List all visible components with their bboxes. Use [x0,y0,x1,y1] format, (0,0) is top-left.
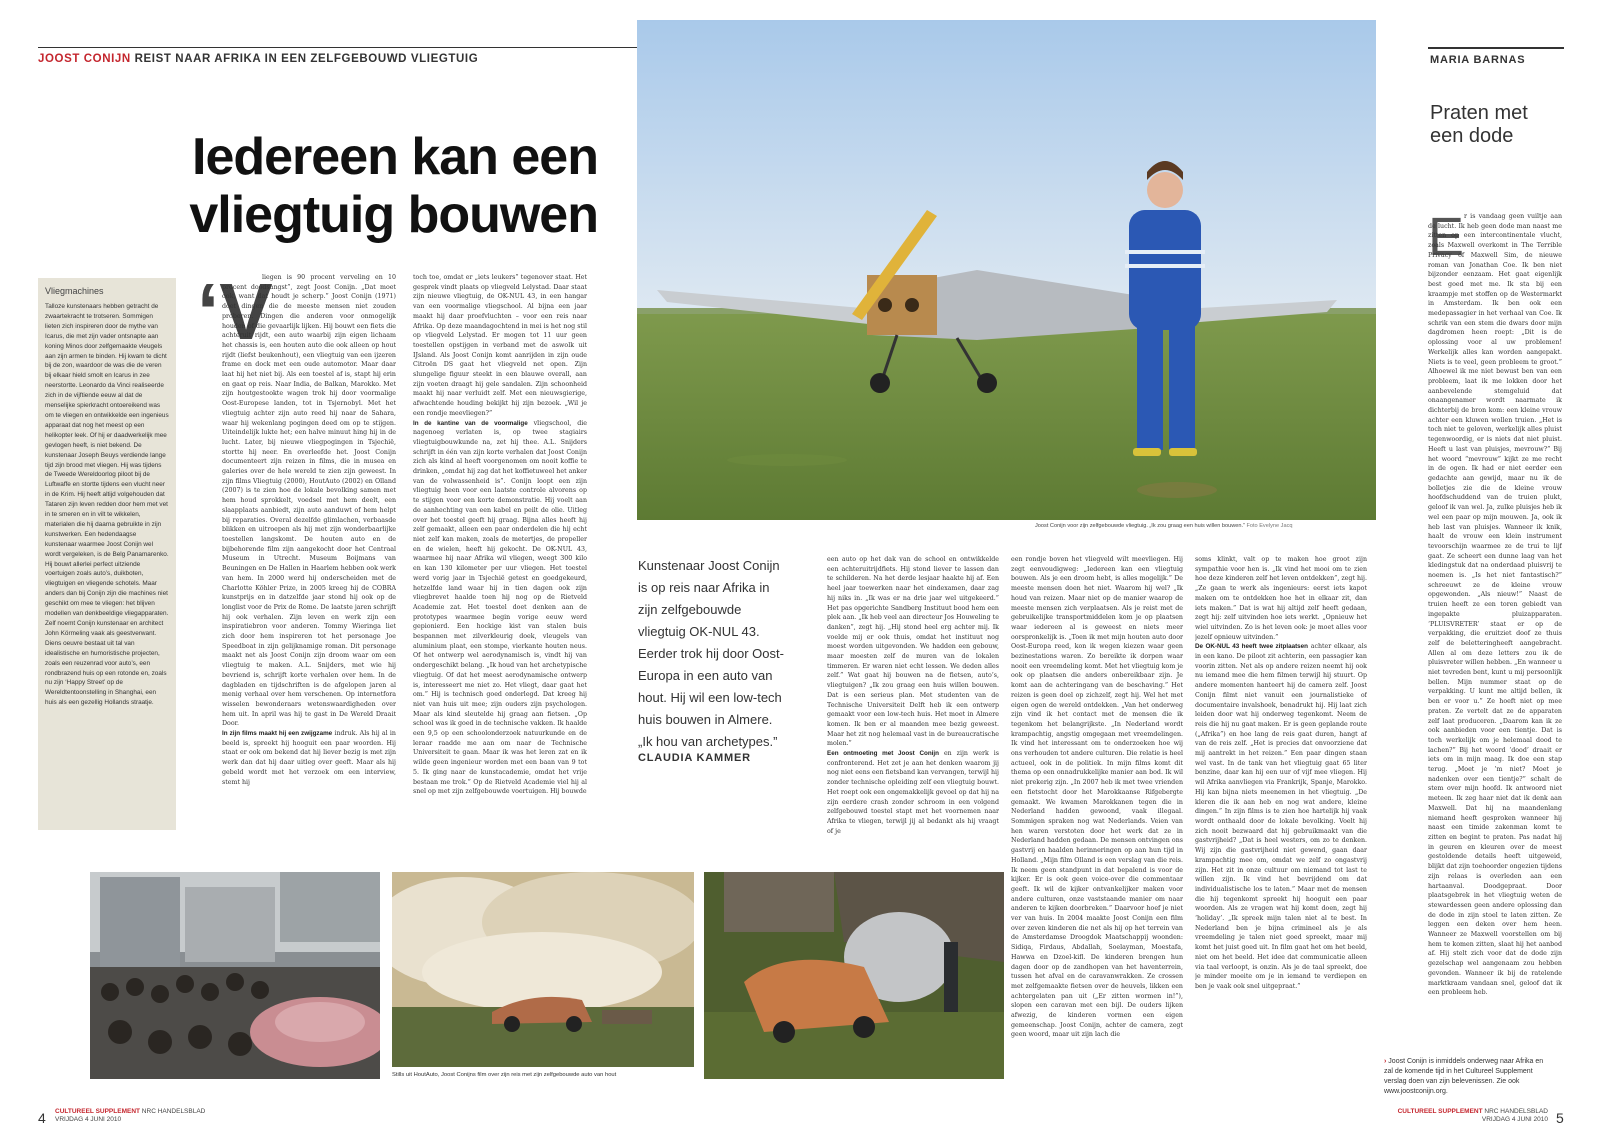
main-photo [637,20,1376,520]
page-number-left: 4 [38,1110,46,1126]
body-column-5-text: soms klinkt, valt op te maken hoe groot zijn sympathie voor hen is. „Ik vind het mooi om te zien hoe deze kinderen zelf het leven ontdekken”, zegt hij. „Ze gaan te werk als ingenieurs: eerst iets kapot maken om te ontdekken hoe het in elkaar zit, dan iets maken.” Dat is wat hij altijd zelf heeft gedaan, zegt hij: zelf uitvinden hoe iets werkt. „Opnieuw het wiel uitvinden. Zo is het leven ook: je moet alles voor jezelf opnieuw uitvinden.” [1195,556,1367,641]
still-photo-smoke [392,872,694,1067]
body-column-1-text: liegen is 90 procent verveling en 10 procent doodsangst”, zegt Joost Conijn. „Dat moet ook, want dat houdt je scherp.” Joost Conijn (1971) doet dingen die de meeste mensen niet zouden proberen. Dingen die anderen voor onmogelijk houden of die gevaarlijk lijken. Hij bouwt een fiets die achteruit rijdt, een auto waarbij zijn eigen lichaam het chassis is, een houten auto die ook alleen op hout rijdt (liefst beukenhout), een vliegtuig van een ijzeren frame en dock met een oude automotor. Maar daar laat hij het niet bij. Als een toestel af is, stapt hij erin en gaat op reis. Naar India, de Balkan, Marokko. Met zijn houtgestookte wagen trok hij door voormalige Oost-Europese landen, tot in Tsjernobyl. Met het vliegtuig achter zijn auto reed hij naar de Sahara, waar hij wekenlang pogingen deed om op te stijgen. Uiteindelijk lukte het; een halve minuut hing hij in de lucht. Later, bij nieuwe vliegpogingen in Tsjechië, stortte hij neer. En overleefde het. Joost Conijn documenteert zijn reizen in films, die in musea en galeries over de hele wereld te zien zijn geweest. In zijn films Vliegtuig (2000), HoutAuto (2002) en Olland (2007) is te zien hoe de lokale bevolking samen met hem houd sprokkelt, voedsel met hem deelt, een slaapplaats aanbiedt, zijn auto aanduwt of hem helpt bij reparaties. Overal dezelfde glimlachen, verbaasde blikken en uitroepen als hij met zijn wonderbaarlijke toestellen langskomt. De houten auto en de bijbehorende film zijn aangekocht door het Centraal Museum in Utrecht. Museum Boijmans van Beuningen en De Hallen in Haarlem hebben ook werk van hem. In 2000 werd hij onderscheiden met de Charlotte Köhler Prize, in 2005 kreeg hij de COBRA kunstprijs en in datzelfde jaar stond hij ook op de longlist voor de Prix de Rome. De laatste jaren schrijft hij ook verhalen. Zijn leven en werk zijn een inspiratiebron voor anderen. Tommy Wieringa liet zich door hem inspireren tot het personage Joe Speedboat in zijn gelijknamige roman. Dit personage maakt net als Joost Conijn zijn droom waar om een vliegtuig te maken. A.L. Snijders, met wie hij bevriend is, schrijft korte verhalen over hem. In de dagbladen en tijdschriften is de afgelopen jaren al menig verhaal over hem verschenen. Op internetfora wisselen bewonderaars wetenswaardigheden over hem uit. In april was hij te gast in De Wereld Draait Door. [222,274,396,728]
main-photo-caption [1035,523,1292,529]
footer-right-section: CULTUREEL SUPPLEMENT [1397,1108,1483,1115]
column-body: r is vandaag geen vuiltje aan de lucht. Ik heb geen dode man naast me zitten op een intercontinentale vlucht, zoals Maxwell overkomt in The Terrible Privacy of Maxwell Sim, de nieuwe roman van Jonathan Coe. Ik ben niet bijzonder eenzaam. Het gaat eigenlijk best goed met me. Ik sta bij een kraampje met stoffen op de Westermarkt in Amsterdam. Ik ben ook een medepassagier in het verhaal van Coe. Ik schrik van een stem die dwars door mijn dagdromen heen roept: „Dit is de oplossing voor al uw problemen! Werkelijk alles kan worden aangepakt. Niets is te veel, geen probleem te groot.” Alhoewel ik me niet bewust ben van een probleem, laat ik me lokken door het aanbevelende stemgeluid dat onaangenamer wordt naarmate ik dichterbij de bron kom: een kleine vrouw achter een kluwen wollen truien. „Het is toch niet te geloven, werkelijk alles pluist tegenwoordig, er is niets dat niet pluist. Heeft u last van pluisjes, mevrouw?” Bij het woord “mevrouw” kijkt ze me recht in de ogen. Ik had er niet eerder een gedachte aan gewijd, maar nu ik de bolletjes zie die de kleine vrouw hoofdschuddend van de truien plukt, geloof ik van wel. Ja, zulke pluisjes heb ik wel een paar op mijn mouwen. Ja, ook ik heb last van pluisjes. Wanneer ik knik, haalt de vrouw een klein instrument tevoorschijn waarmee ze de trui te lijf gaat. Ze scheert een dunne laag van het kledingstuk dat na onderdaad pluisvrij te noemen is. „Is het niet fantastisch?” schreeuwt ze de kleine vrouw opgewonden. „Als nieuw!” Naast de truien heeft ze een toren gebiedt van ingepakte pluizapparaten. ‘PLUISVRETER’ staat er op de verpakking, die eruitziet doof ze thuis zelf de beletteringheeft aangebracht. Allen al om deze letters zou ik de pluisvreter willen hebben. „En wanneer u niet tevreden bent, kunt u mij persoonlijk bellen. Mijn nummer staat op de verpakking. U kunt me altijd bellen, ik ben er voor u.” Ze hoeft niet op mee praten. Ze vertelt dat ze de apparaten zelf laat produceren. „Daarom kan ik ze ook aanbieden voor een tientje. Dat is toch werkelijk om je helemaal dood te lachen?” Bij het woord ‘dood’ draait er iets om in mijn maag. Ik doe een stap terug. „Moet je ’m niet? Moet je nadenken over een tientje?” schalt de stem over mijn hoofd. Ik antwoord niet meteen. Ik zeg haar niet dat ik denk aan Maxwell. Dat hij na maandenlang niemand heeft gesproken wanneer hij naast een timide zakenman komt te zitten en begint te praten. Pas nadat hij in geuren en kleuren over de meest gestoldende details heeft uitgeweid, blijkt dat zijn toehoorder ongezien tijdens zijn relaas is overleden aan een hartaanval. Doodgepraat. Door plaatsgebrek in het vliegtuig weten de stewardessen geen andere oplossing dan de dode in zijn stoel te laten zitten. Ze leggen een deken over hem heen. Wanneer ze Maxwell voorstellen om bij hem te komen zitten, slaat hij het aanbod af. Hij stelt zich voor dat de dode zijn gezelschap wel aangenaam zou hebben gevonden. Wanneer ik bij de ratelende marktkraam vandaan snel, geloof dat ik een probleem heb. [1428,213,1562,997]
footer-right-date: VRIJDAG 4 JUNI 2010 [1481,1116,1548,1123]
column-dropcap: E [1428,207,1465,267]
main-photo-credit: Foto Evelyne Jacq [1246,523,1293,529]
still-photo-shed [704,872,1004,1079]
body-column-1 [222,273,396,820]
footer-left-paper: NRC HANDELSBLAD [140,1108,206,1115]
footer-left-date: VRIJDAG 4 JUNI 2010 [55,1116,122,1123]
footnote-text: Joost Conijn is inmiddels onderweg naar Afrika en zal de komende tijd in het Cultureel Supplement verslag doen van zijn belevenissen. Zie ook www.joostconijn.org. [1384,1058,1544,1095]
photo-plane-pilot [637,20,1376,520]
footer-right-paper: NRC HANDELSBLAD [1482,1108,1548,1115]
body-column-2-subhead: In de kantine van de voormalige [413,419,528,427]
intro-author: CLAUDIA KAMMER [638,752,751,764]
header-rule-left [38,47,638,48]
column-text [1428,207,1562,1105]
strip-caption: Stills uit HoutAuto, Joost Conijns film over zijn reis met zijn zelfgebouwde auto van hout [392,1072,617,1078]
kicker-name: JOOST CONIJN [38,53,131,65]
body-column-1-subhead: In zijn films maakt hij een zwijgzame [222,730,333,738]
body-column-4 [1011,555,1183,1090]
footer-left [55,1108,205,1124]
body-column-3-text: een auto op het dak van de school en ontwikkelde een achteruitrijdfiets. Hij stond liever te lassen dan te schilderen. Na het derde lesjaar haakte hij af. Een heel jaar toewerken naar het eindexamen, daar zag hij niks in. „Ik was er na drie jaar wel uitgekeerd.” Het pas opgerichte Sandberg Instituut bood hem een plek aan. „Ik heb veel aan directeur Jos Houweling te danken”, zegt hij. „Hij stond heel erg achter mij. Ik voelde mij er ook thuis, omdat het instituut nog moest worden uitgevonden. We hadden een gebouw, maar moesten zelf de muren van de lokalen timmeren. Er waren niet echt lessen. We deden alles zelf.” Wat gaat hij bouwen na de fietsen, auto’s, vliegtuigen? „Ik zou graag een huis willen bouwen. Dat is een serieus plan. Met studenten van de Technische Universiteit Delft heb ik een ontwerp gemaakt voor een low-tech huis. Het moet in Almere komen. Ik ben er al maanden mee bezig geweest. Maar het zit nog helemaal vast in de bureaucratische molen.” [827,556,999,748]
body-column-1-tail: indruk. Als hij al in beeld is, spreekt hij hooguit een paar woorden. Hij staat er ook om bekend dat hij liever bezig is met zijn werk dan dat hij daar uitleg over geeft. Maar als hij gebeld wordt met het verzoek om een interview, stemt hij [222,730,396,786]
headline-line-2: vliegtuig bouwen [189,186,598,244]
body-column-2-tail: vliegschool, die nagenoeg verlaten is, op twee stagiairs vliegtuigbouwkunde na, zet hij thee. A.L. Snijders schrijft in één van zijn korte verhalen dat Joost Conijn zich als kind al heeft voorgenomen om nooit koffie te drinken, „omdat hij zag dat het koffietuweel het anker van de volwassenheid is”. Conijn loopt een zijn vliegtuig heen voor een laatste controle alvorens op te stijgen voor een korte demonstratie. Hij voelt aan de aanhechting van een kabel en peilt de olie. Uitleg over het toestel geeft hij graag. Bijna alles heeft hij zelf gemaakt, alleen een paar onderdelen die hij echt niet zelf kan maken, zoals de metertjes, de propeller en de wielen, heeft hij gekocht. De OK-NUL 43, waarmee hij naar Afrika wil vliegen, weegt 300 kilo en kan 130 kilometer per uur vliegen. Het toestel werd vorig jaar in Tsjechië getest en goedgekeurd, hetzelfde land waar hij in tien dagen ook zijn vliegbrevet haalde toen hij nog op de Rietveld Academie zat. Het toestel doet denken aan de prototypes waarmee begin vorige eeuw werd gepionierd. Een hockige kist van stalen buis bespannen met zilverkleurig doek, vleugels van aluminium plaat, een stompe, vierkante houten neus. Of het ontwerp wel aerodynamisch is, vindt hij van ondergeschikt belang. „Ik houd van het archetypische vliegtuig. Of dat het meest aerodynamische ontwerp is, interesseert me niet zo. Het vliegt, daar gaat het om.” Hij is technisch goed onderlegd. Dat kreeg hij niet van huis uit mee; zijn ouders zijn psychologen. Maar als kind sleutelde hij graag aan fietsen. „Op school was ik goed in de technische vakken. Ik haalde een 9,5 op een schoolonderzoek natuurkunde en de leraar raadde me aan om naar de Technische Universiteit te gaan. Maar ik was het leren zat en ik wilde geen ingenieur worden met een baan van 9 tot 5. Ik ging naar de kunstacademie, omdat het vrije bestaan me trok.” Op de Rietveld Academie viel hij al snel op met zijn zelfgebouwde voertuigen. Hij bouwde [413,419,587,796]
header-rule-right [1428,47,1564,49]
body-column-2 [413,273,587,858]
column-author: MARIA BARNAS [1430,54,1526,66]
body-column-3 [827,555,999,860]
still-photo-crowd [90,872,380,1079]
body-column-5 [1195,555,1367,1048]
photo-wooden-car-smoke [392,872,694,1067]
article-intro: Kunstenaar Joost Conijn is op reis naar Afrika in zijn zelfgebouwde vliegtuig OK-NUL 43. Eerder trok hij door Oost-Europa in een auto van hout. Hij wil een low-tech huis bouwen in Almere. „Ik hou van archetypes.” [638,558,784,749]
footer-left-section: CULTUREEL SUPPLEMENT [55,1108,140,1115]
main-caption-text: Joost Conijn voor zijn zelfgebouwde vliegtuig. „Ik zou graag een huis willen bouwen.” [1035,523,1245,529]
body-column-4-text: een rondje boven het vliegveld wilt meevliegen. Hij zegt eenvoudigweg: „Iedereen kan een vliegtuig bouwen. Als je een droom hebt, is alles mogelijk.” De meeste mensen doen het niet. Waarom hij wel? „Ik houd van reizen. Maar niet op de manier waarop de meeste mensen zich verplaatsen. Als je reist met de gebruikelijke transportmiddelen kom je op plaatsen waar iedereen al is geweest en niets meer oorspronkelijk is. „Toen ik met mijn houten auto door Oost-Europa reed, kon ik wegen kiezen waar geen bezinestations waren. Zo bereikte ik dorpen waar nooit een vreemdeling komt. Met het vliegtuig kom je ook op plaatsen die anders onbereikbaar zijn. Je komt aan de achteringang van de beschaving.” Het reizen is geen doel op zichzelf, zegt hij. Wel het met eigen ogen de wereld ontdekken. „Van het onderweg zijn vind ik het contact met de mensen die ik tegenkom het belangrijkste. „In Nederland wordt krampachtig, angstig omgegaan met vreemdelingen. Ik vind het interessant om te onderzoeken hoe wij ons verhouden tot andere culturen. Die relatie is heel actueel, ook in de politiek. In mijn films komt dit thema op een onnadrukkelijke manier aan bod. Ik wil niet prekerig zijn. „In 2007 heb ik met twee vrienden een fietstocht door het Marokkaanse Rifgebergte gemaakt. We kwamen Marokkanen tegen die in Nederland hadden gewoond, vaak illegaal. Sommigen spraken nog wat Nederlands. Veien van hen waren verstoten door het werk dat ze in Nederland hadden gedaan. De mensen ontvingen ons gastvrij en haalden herinneringen op aan hun tijd in Holland. „Mijn film Olland is een verslag van die reis. Ik neem geen standpunt in dat bepalend is voor de kijker. Er is ook geen voice-over die commentaar geeft. Ik wil de kijker ontvankelijker maken voor andere culturen, onze vaststaande manier om naar anderen te kijken doorbreken.” Daarvoor hoef je niet ver van huis. In 2004 maakte Joost Conijn een film over zeven kinderen die net als hij op het terrein van de Amsterdamse Droogdok Maatschappij woonden: Sidiqa, Firdaus, Abdallah, Soelayman, Moestafa, Hawwa en Dzoel-kifl. De kinderen brengen hun dagen door op de zandhopen van het haventerrein, tussen het afval en de caravanwrakken. Ze crossen met zelfgemaakte fietsen over de heuvels, likken een achtergelaten pan uit („Er zitten wormen in!”), slopen een caravan met een bijl. De ouders lijken afwezig, de kinderen vormen een eigen gemeenschap. Joost Conijn, achter de camera, zegt geen woord, maar uit zijn lach die [1011,556,1183,1039]
article-dropcap: ‘V [197,267,273,356]
body-column-3-subhead: Een ontmoeting met Joost Conijn [827,750,940,758]
headline-line-1: Iedereen kan een [192,128,598,186]
photo-crowd-car [90,872,380,1079]
body-column-3-tail: en zijn werk is confronterend. Het zet je aan het denken waarom jij nog niet eens een fietsband kan vervangen, terwijl hij zonder technische opleiding zelf een vliegtuig bouwt. Het roept ook een ongemakkelijk gevoel op dat hij na zijn eerdere crash zonder schroom in een volgend zelfgebouwd toestel stapt met het voornemen naar Afrika te vliegen, terwijl jij al bedankt als hij vraagt of je [827,750,999,835]
article-kicker [38,53,478,65]
column-title: Praten met een dode [1430,102,1528,147]
body-column-5-subhead: De OK-NUL 43 heeft twee zitplaatsen [1195,643,1309,651]
headline [48,128,598,244]
page-number-right: 5 [1556,1110,1564,1126]
sidebar-box [38,278,176,830]
footnote-arrow-icon: › [1384,1058,1387,1065]
body-column-2-text: toch toe, omdat er „iets leukers” tegenover staat. Het gesprek vindt plaats op vliegveld Lelystad. Daar staat zijn nieuwe vliegtuig, de OK-NUL 43, in een hangar van een voormalige vliegschool. Al bijna een jaar maakt hij daar proefvluchten – voor een reis naar Afrika. Op deze maandagochtend in mei is het nog stil op vliegveld Lelystad. Er mogen tot 11 uur geen toestellen opstijgen in verband met de aswolk uit IJsland. Als Joost Conijn komt aanrijden in zijn oude Citroën DS gaat het vliegveld net open. Zijn slungelige figuur steekt in een blauwe overall, aan zijn voeten draagt hij gele sandalen. Zijn schoonheid maakt hij naar verluidt zelf. Met een nieuwsgierige, afwachtende houding bekijkt hij zijn bezoek. „Wil je een rondje meevliegen?” [413,274,587,417]
body-column-1-pad [222,820,396,821]
sidebar-text: Talloze kunstenaars hebben getracht de zwaartekracht te trotseren. Sommigen lieten zich inspireren door de mythe van Icarus, die met zijn vader ontsnapte aan koning Minos door zelfgemaakte vleugels aan zijn armen te binden. Hij kwam te dicht bij de zon, waardoor de was die de veren bij elkaar hield smolt en Icarus in zee neerstortte. Leonardo da Vinci realiseerde zich in de vijftiende eeuw al dat de menselijke spierkracht ontoereikend was om te vliegen en ontwikkelde een ingenieus apparaat dat nog het meest op een helikopter leek. Of hij er daadwerkelijk mee gevlogen heeft, is niet bekend. De kunstenaar Joseph Beuys verdiende lange tijd zijn brood met vliegen. Hij was tijdens de Tweede Wereldoorlog piloot bij de Luftwaffe en stortte tijdens een vlucht neer in de Krim. Hij heeft altijd volgehouden dat Tataren zijn leven redden door hem met vet in te smeren en in vilt te wikkelen, materialen die hij daarna gebruikte in zijn kunstwerken. Een hedendaagse kunstenaar waarmee Joost Conijn wel wordt vergeleken, is de Belg Panamarenko. Hij bouwt allerlei perfect uitziende voertuigen zoals auto’s, duikboten, vliegtuigen en vliegende schotels. Maar anders dan bij Conijn zijn die machines niet geschikt om mee te vliegen: het blijven modellen van denkbeeldige vliegapparaten. Zelf noemt Conijn kunstenaar en architect John Körmeling vaak als geestverwant. Diens oeuvre bestaat uit tal van idealistische en humoristische projecten, zoals een reuzenrad voor auto’s, een rondbrazend huis op een rotonde en, zoals nu zijn ‘Happy Street’ op de Wereldtentoonstelling in Shanghai, een huis als een gezellig Hollands straatje. [45,303,169,707]
kicker-rest: REIST NAAR AFRIKA IN EEN ZELFGEBOUWD VLIEGTUIG [130,53,479,65]
photo-wooden-car-shed [704,872,1004,1079]
sidebar-title: Vliegmachines [45,286,104,296]
footer-right [1378,1108,1548,1124]
body-column-5-tail: achter elkaar, als in een kano. De piloot zit achterin, een passagier kan voorin zitten. Net als op andere reizen neemt hij ook nu iemand mee die hem filmen terwijl hij stuurt. Op andere momenten hanteert hij de camera zelf. Joost Conijn filmt niet vanuit een journalistieke of documentaire invalshoek, benadrukt hij. Hij laat zich leiden door wat hij onderweg tegenkomt. Neem de reis die hij nu gaat maken. Er is geen geplande route („Afrika”) en hoe lang de reis gaat duren, hangt af van de reis zelf. „Het is precies dat onvoorziene dat mij aantrekt in het reizen.” Een paar dingen staan wel vast. In de tank van het vliegtuig gaat 65 liter benzine, daar kan hij een uur of vijf mee vliegen. Hij wil Afrika aanvliegen via Frankrijk, Spanje, Marokko. Hij kan bijna niets meenemen in het vliegtuig. „De kleren die ik aan heb en nog wat andere, kleine dingen.” In zijn films is te zien hoe hartelijk hij vaak wordt onthaald door de lokale bevolking. Voelt hij zich nooit bezwaard dat hij gebruikmaakt van die gastvrijheid? „Dat is heel westers, om zo te denken. Wij zijn die gastvrijheid niet gewend, gaan daar krampachtig mee om, omdat we zelf zo ongastvrij zijn. Het zit in onze cultuur om niemand tot last te willen zijn. Ik vind het bevrijdend om dat individualistische los te laten.” Maar met de mensen die hij tegenkomt spreekt hij hooguit een paar woorden. Als ze vragen wat hij komt doen, zegt hij ‘holiday’. „Ik spreek mijn talen niet al te best. In Nederland ben je bijna crimineel als je als vreemdeling je talen niet goed spreekt, maar mij komt het juist goed uit. In film gaat het om het beeld, niet om het beeld. Het idee dat communicatie alleen via taal verloopt, is onzin. Als je de taal spreekt, doe je minder moeite om je in iemand te verdiepen en ben je vaak ook snel uitgepraat.” [1195,643,1367,990]
